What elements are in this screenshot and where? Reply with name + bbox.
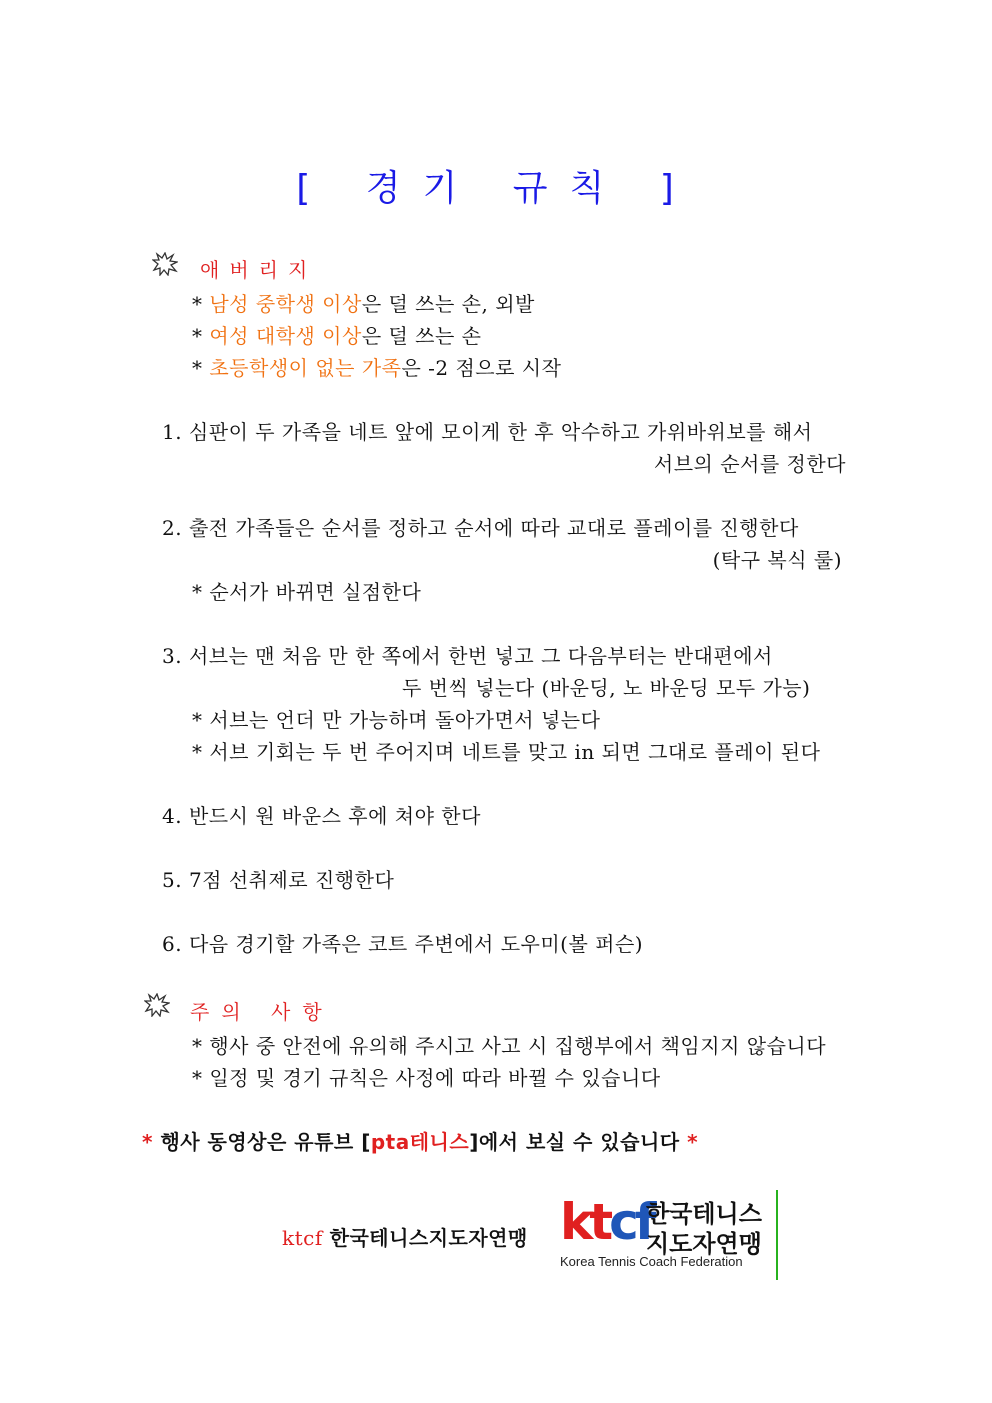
rule-2-sub: * 순서가 바뀌면 실점한다 — [192, 580, 422, 604]
highlight-text: 남성 중학생 이상 — [209, 292, 362, 316]
everage-item — [192, 288, 535, 317]
burst-icon — [152, 252, 178, 276]
burst-icon — [144, 993, 170, 1017]
video-notice — [142, 1126, 698, 1155]
logo-cf: cf — [609, 1193, 653, 1251]
notice-text: ]에서 보실 수 있습니다 — [469, 1130, 680, 1154]
bullet: * — [192, 356, 203, 380]
rule-3-sub: * 서브 기회는 두 번 주어지며 네트를 맞고 in 되면 그대로 플레이 된다 — [192, 740, 821, 764]
caution-heading: 주의 사항 — [190, 1000, 334, 1024]
rule-1-cont: 서브의 순서를 정한다 — [653, 452, 846, 476]
logo-kt: kt — [560, 1193, 610, 1251]
rule-4: 4. 반드시 원 바운스 후에 쳐야 한다 — [162, 804, 481, 828]
rule-5: 5. 7점 선취제로 진행한다 — [162, 868, 395, 892]
highlight-text: 초등학생이 없는 가족 — [209, 356, 402, 380]
bullet: * — [192, 324, 203, 348]
org-name: 한국테니스지도자연맹 — [329, 1226, 528, 1250]
everage-item — [192, 320, 482, 349]
caution-item: * 행사 중 안전에 유의해 주시고 사고 시 집행부에서 책임지지 않습니다 — [192, 1034, 827, 1058]
rule-3-cont: 두 번씩 넣는다 (바운딩, 노 바운딩 모두 가능) — [402, 676, 811, 700]
rule-3-sub: * 서브는 언더 만 가능하며 돌아가면서 넣는다 — [192, 708, 601, 732]
notice-text: 행사 동영상은 유튜브 [ — [160, 1130, 371, 1154]
ktcf-logo — [560, 1190, 780, 1280]
rule-6: 6. 다음 경기할 가족은 코트 주변에서 도우미(볼 퍼슨) — [162, 932, 644, 956]
logo-korean-line2: 지도자연맹 — [646, 1230, 762, 1258]
org-abbr: ktcf — [282, 1226, 323, 1250]
rule-1: 1. 심판이 두 가족을 네트 앞에 모이게 한 후 악수하고 가위바위보를 해서 — [162, 420, 813, 444]
caution-item: * 일정 및 경기 규칙은 사정에 따라 바뀔 수 있습니다 — [192, 1066, 661, 1090]
rule-3: 3. 서브는 맨 처음 만 한 쪽에서 한번 넣고 그 다음부터는 반대편에서 — [162, 644, 773, 668]
rule-2-cont: (탁구 복식 룰) — [712, 548, 842, 572]
youtube-channel-link[interactable]: pta테니스 — [370, 1130, 470, 1154]
logo-divider — [776, 1190, 778, 1280]
logo-english: Korea Tennis Coach Federation — [560, 1254, 743, 1269]
item-text: 은 -2 점으로 시작 — [401, 356, 562, 380]
logo-mark — [560, 1194, 653, 1250]
star-mark: * — [142, 1130, 153, 1154]
everage-heading: 애버리지 — [200, 258, 318, 282]
page-title: [ 경기 규칙 ] — [296, 168, 696, 209]
star-mark: * — [687, 1130, 699, 1154]
rule-2: 2. 출전 가족들은 순서를 정하고 순서에 따라 교대로 플레이를 진행한다 — [162, 516, 799, 540]
highlight-text: 여성 대학생 이상 — [209, 324, 362, 348]
item-text: 은 덜 쓰는 손, 외발 — [361, 292, 535, 316]
everage-item — [192, 352, 561, 381]
bullet: * — [192, 292, 203, 316]
item-text: 은 덜 쓰는 손 — [361, 324, 482, 348]
logo-korean-line1: 한국테니스 — [646, 1200, 762, 1228]
org-signature — [282, 1222, 528, 1251]
